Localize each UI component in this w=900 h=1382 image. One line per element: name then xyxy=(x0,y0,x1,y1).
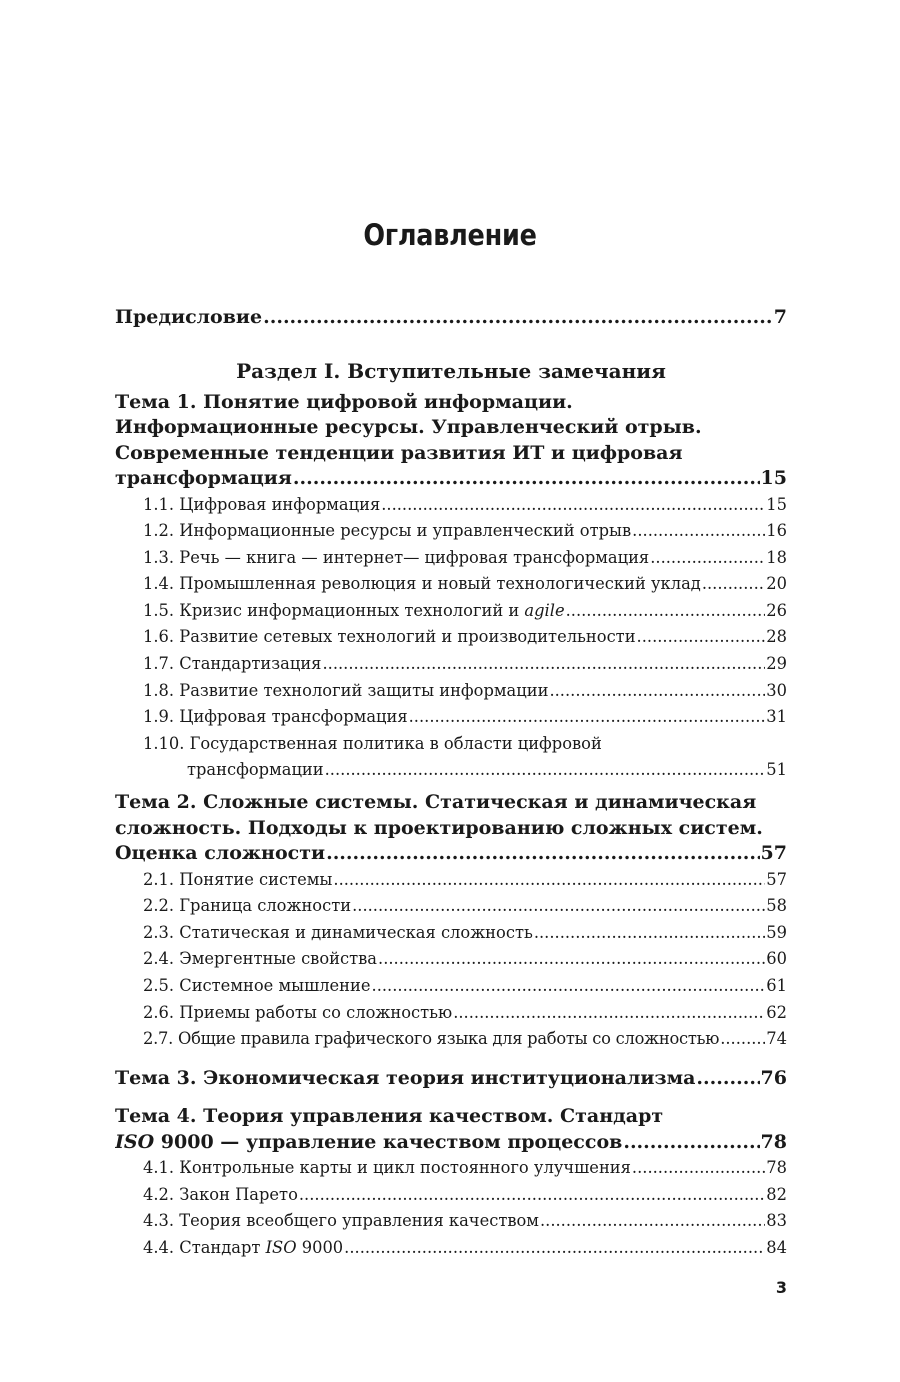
dot-leader xyxy=(344,1235,765,1262)
toc-entry-preface[interactable] xyxy=(115,305,787,331)
toc-page-number: 62 xyxy=(766,1002,787,1022)
topic-title-line: Тема 1. Понятие цифровой информации. xyxy=(115,390,573,413)
dot-leader xyxy=(534,920,765,947)
dot-leader xyxy=(650,545,765,572)
toc-topic-3[interactable] xyxy=(115,1066,787,1092)
page-number: 3 xyxy=(775,1278,787,1297)
toc-entry-label: Предисловие xyxy=(115,306,263,328)
toc-item[interactable]: 4.4. Стандарт ISO 9000 ..... 84 xyxy=(115,1235,787,1262)
toc-page-number: 84 xyxy=(766,1237,787,1257)
toc-page-number: 78 xyxy=(760,1130,787,1153)
toc-page-number: 16 xyxy=(766,521,787,541)
topic-title-line: Информационные ресурсы. Управленческий отрыв. xyxy=(115,416,702,438)
toc-page-number: 31 xyxy=(766,707,787,727)
toc-page-number: 7 xyxy=(773,306,787,328)
topic-title-line: трансформация xyxy=(115,467,292,489)
toc-item[interactable]: 4.3. Теория всеобщего управления качеством ..... 83 xyxy=(115,1208,787,1235)
toc-item[interactable]: 2.3. Статическая и динамическая сложность ..... 59 xyxy=(115,920,787,947)
section-heading: Раздел I. Вступительные замечания xyxy=(236,358,666,383)
toc-page-number: 20 xyxy=(766,574,787,594)
dot-leader xyxy=(623,1130,759,1156)
topic-title-line: Оценка сложности xyxy=(115,842,326,865)
topic-title-line: ISO 9000 — управление качеством процессов xyxy=(115,1130,623,1153)
toc-item[interactable]: 2.7. Общие правила графического языка для работы со сложностью ..... 74 xyxy=(115,1026,787,1053)
dot-leader xyxy=(326,841,759,867)
dot-leader xyxy=(702,571,765,598)
toc-item[interactable]: 1.8. Развитие технологий защиты информации ..... 30 xyxy=(115,678,787,705)
toc-item[interactable]: 1.9. Цифровая трансформация ..... 31 xyxy=(115,704,787,731)
toc-item[interactable]: 2.5. Системное мышление ..... 61 xyxy=(115,973,787,1000)
toc-page-number: 57 xyxy=(760,842,787,865)
topic-title-line: Современные тенденции развития ИТ и цифровая xyxy=(115,441,683,464)
dot-leader xyxy=(540,1208,765,1235)
toc-topic-2[interactable] xyxy=(115,790,787,867)
topic-title-line: Тема 4. Теория управления качеством. Стандарт xyxy=(115,1105,664,1128)
toc-item[interactable]: 2.1. Понятие системы ..... 57 xyxy=(115,867,787,894)
dot-leader xyxy=(293,466,760,492)
toc-page-number: 74 xyxy=(766,1029,787,1049)
dot-leader xyxy=(696,1066,759,1092)
toc-page-number: 51 xyxy=(766,760,787,780)
toc-page-number: 59 xyxy=(766,922,787,942)
dot-leader xyxy=(263,305,773,331)
toc-topic-4[interactable] xyxy=(115,1104,787,1155)
toc-page-number: 57 xyxy=(766,869,787,889)
toc-page-number: 15 xyxy=(766,494,787,514)
toc-item[interactable]: 1.6. Развитие сетевых технологий и производительности ..... 28 xyxy=(115,624,787,651)
toc-item[interactable]: 4.1. Контрольные карты и цикл постоянного улучшения ..... 78 xyxy=(115,1155,787,1182)
toc-item[interactable]: 2.6. Приемы работы со сложностью ..... 62 xyxy=(115,1000,787,1027)
dot-leader xyxy=(720,1026,765,1053)
dot-leader xyxy=(372,973,766,1000)
table-of-contents xyxy=(115,305,787,1262)
page-title: Оглавление xyxy=(363,218,537,252)
toc-item[interactable]: 1.1. Цифровая информация ..... 15 xyxy=(115,492,787,519)
dot-leader xyxy=(352,893,765,920)
toc-item[interactable]: 4.2. Закон Парето ..... 82 xyxy=(115,1182,787,1209)
toc-item[interactable]: 1.3. Речь — книга — интернет— цифровая трансформация ..... 18 xyxy=(115,545,787,572)
dot-leader xyxy=(453,1000,765,1027)
toc-page-number: 78 xyxy=(766,1158,787,1178)
toc-item[interactable]: 2.2. Граница сложности ..... 58 xyxy=(115,893,787,920)
toc-item[interactable]: 2.4. Эмергентные свойства ..... 60 xyxy=(115,946,787,973)
dot-leader xyxy=(322,651,765,678)
dot-leader xyxy=(632,1155,765,1182)
toc-item[interactable]: 1.10. Государственная политика в области цифровой трансформации ..... 51 xyxy=(115,731,787,784)
topic-title-line: Тема 3. Экономическая теория институционализма xyxy=(115,1066,696,1089)
toc-page-number: 82 xyxy=(766,1184,787,1204)
toc-page-number: 30 xyxy=(766,680,787,700)
toc-page-number: 61 xyxy=(766,975,787,995)
dot-leader xyxy=(333,867,765,894)
topic-title-line: сложность. Подходы к проектированию сложных систем. xyxy=(115,816,763,839)
toc-page-number: 28 xyxy=(766,627,787,647)
toc-item[interactable]: 1.7. Стандартизация ..... 29 xyxy=(115,651,787,678)
toc-page-number: 60 xyxy=(766,949,787,969)
toc-page-number: 26 xyxy=(766,600,787,620)
dot-leader xyxy=(549,678,765,705)
toc-topic-1[interactable] xyxy=(115,390,787,492)
toc-page-number: 29 xyxy=(766,654,787,674)
toc-page-number: 83 xyxy=(766,1211,787,1231)
dot-leader xyxy=(299,1182,765,1209)
topic-title-line: Тема 2. Сложные системы. Статическая и динамическая xyxy=(115,791,757,814)
toc-item[interactable]: 1.2. Информационные ресурсы и управленческий отрыв ..... 16 xyxy=(115,518,787,545)
dot-leader xyxy=(381,492,765,519)
toc-page-number: 18 xyxy=(766,547,787,567)
dot-leader xyxy=(637,624,766,651)
dot-leader xyxy=(632,518,765,545)
toc-page-number: 58 xyxy=(766,896,787,916)
dot-leader xyxy=(378,946,765,973)
toc-item[interactable]: 1.4. Промышленная революция и новый технологический уклад ..... 20 xyxy=(115,571,787,598)
toc-page-number: 76 xyxy=(760,1066,787,1089)
toc-page-number: 15 xyxy=(760,467,787,489)
dot-leader xyxy=(325,757,766,784)
toc-item[interactable]: 1.5. Кризис информационных технологий и agile ..... 26 xyxy=(115,598,787,625)
dot-leader xyxy=(566,598,766,625)
dot-leader xyxy=(409,704,766,731)
